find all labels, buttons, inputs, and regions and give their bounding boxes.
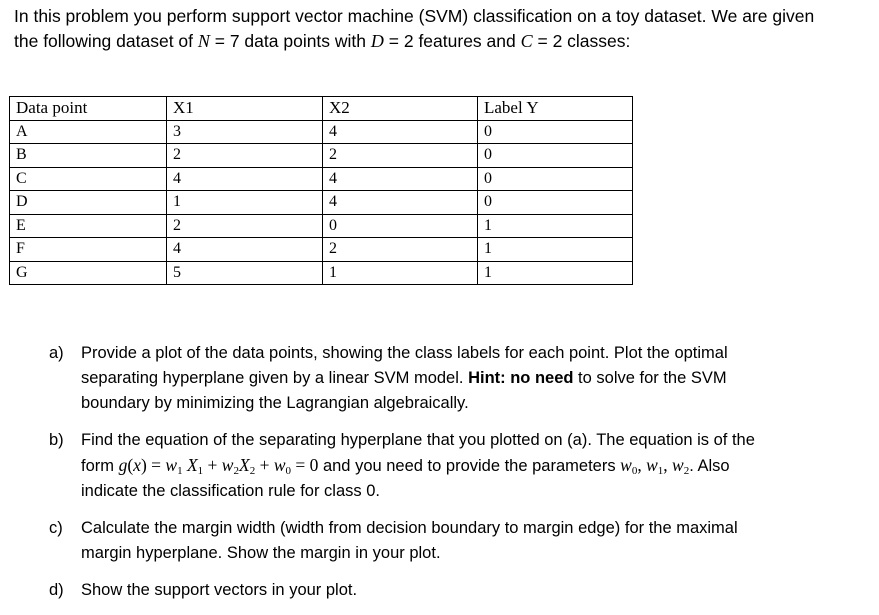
part-d (0, 578, 879, 603)
cell-x1: 3 (167, 120, 323, 144)
table-header-row (10, 97, 633, 121)
cell-x2: 4 (323, 120, 478, 144)
cell-label: 1 (478, 214, 633, 238)
table-row (10, 167, 633, 191)
intro-text-2d: = 2 classes: (532, 31, 631, 51)
part-a-marker: a) (49, 344, 64, 362)
header-x1: X1 (167, 97, 323, 121)
cell-label: 1 (478, 261, 633, 285)
intro-text-2a: the following dataset of (14, 31, 198, 51)
cell-x2: 2 (323, 144, 478, 168)
part-a-line-1: Provide a plot of the data points, showing the class labels for each point. Plot the optimal (81, 344, 728, 362)
intro-text-2c: = 2 features and (383, 31, 521, 51)
part-c (0, 516, 879, 566)
table-row (10, 120, 633, 144)
intro-line-1 (14, 4, 874, 29)
table-row (10, 214, 633, 238)
part-b-text-2b: and you need to provide the parameters (318, 457, 621, 475)
table-row (10, 238, 633, 262)
cell-x1: 5 (167, 261, 323, 285)
cell-point: C (10, 167, 167, 191)
cell-x2: 2 (323, 238, 478, 262)
cell-point: F (10, 238, 167, 262)
part-a (0, 341, 879, 416)
intro-text-2b: = 7 data points with (209, 31, 371, 51)
part-d-line-1: Show the support vectors in your plot. (81, 581, 358, 599)
cell-x1: 4 (167, 167, 323, 191)
part-d-marker: d) (49, 581, 64, 599)
part-a-line-2 (81, 366, 879, 391)
cell-label: 1 (478, 238, 633, 262)
cell-x2: 4 (323, 191, 478, 215)
cell-x1: 4 (167, 238, 323, 262)
cell-x2: 1 (323, 261, 478, 285)
part-a-text-2b: to solve for the SVM (573, 369, 727, 387)
part-c-line-1: Calculate the margin width (width from decision boundary to margin edge) for the maximal (81, 519, 738, 537)
cell-label: 0 (478, 191, 633, 215)
cell-x2: 4 (323, 167, 478, 191)
table-row (10, 191, 633, 215)
part-a-text-2a: separating hyperplane given by a linear SVM model. (81, 369, 469, 387)
table-row (10, 144, 633, 168)
cell-point: A (10, 120, 167, 144)
cell-x2: 0 (323, 214, 478, 238)
part-b-line-2 (81, 453, 879, 479)
part-b-marker: b) (49, 431, 64, 449)
var-c: C (520, 31, 533, 51)
part-b-line-1: Find the equation of the separating hyperplane that you plotted on (a). The equation is of the (81, 431, 755, 449)
cell-label: 0 (478, 144, 633, 168)
cell-x1: 1 (167, 191, 323, 215)
part-c-line-2: margin hyperplane. Show the margin in your plot. (81, 544, 441, 562)
intro-text-1: In this problem you perform support vector machine (SVM) classification on a toy dataset. We are given (14, 6, 815, 26)
parameter-list: $w_0$, $w_1$, $w_2$ (620, 455, 690, 477)
hyperplane-equation: $g(x) = w_1$ $X_1 + w_2X_2 + w_0 = 0$ (118, 455, 319, 477)
header-data-point: Data point (10, 97, 167, 121)
cell-x1: 2 (167, 144, 323, 168)
part-c-marker: c) (49, 519, 63, 537)
intro-line-2 (14, 29, 874, 54)
part-b-line-3: indicate the classification rule for class 0. (81, 482, 380, 500)
cell-label: 0 (478, 120, 633, 144)
part-b-text-2c: . Also (689, 457, 730, 475)
cell-point: E (10, 214, 167, 238)
part-a-line-3: boundary by minimizing the Lagrangian algebraically. (81, 394, 469, 412)
part-b-text-2a: form (81, 457, 119, 475)
part-b (0, 428, 879, 504)
question-parts (0, 341, 879, 615)
hint-label: Hint: no need (468, 369, 574, 387)
header-label-y: Label Y (478, 97, 633, 121)
cell-point: B (10, 144, 167, 168)
cell-point: D (10, 191, 167, 215)
cell-label: 0 (478, 167, 633, 191)
var-n: N (197, 31, 210, 51)
dataset-table (9, 96, 633, 285)
table-row (10, 261, 633, 285)
var-d: D (370, 31, 384, 51)
cell-x1: 2 (167, 214, 323, 238)
cell-point: G (10, 261, 167, 285)
problem-intro (14, 4, 874, 54)
header-x2: X2 (323, 97, 478, 121)
